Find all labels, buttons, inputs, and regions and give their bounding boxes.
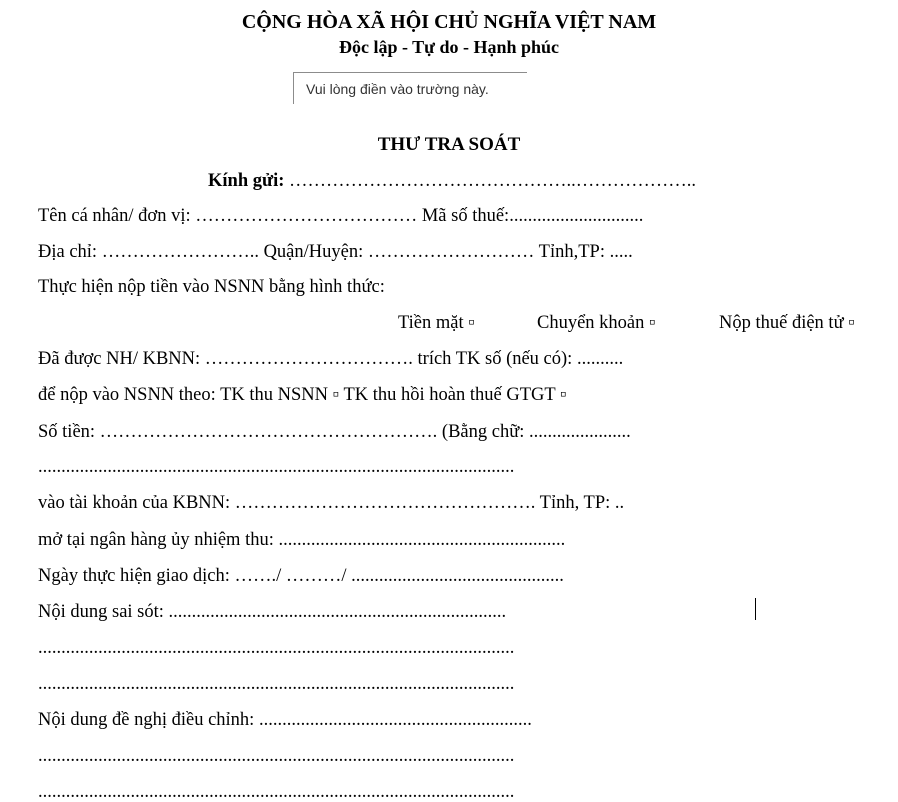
account-type-line[interactable]: để nộp vào NSNN theo: TK thu NSNN ▫ TK thu hồi hoàn thuế GTGT ▫ (38, 385, 567, 405)
payment-method-label: Thực hiện nộp tiền vào NSNN bằng hình thức: (38, 277, 385, 297)
nation-heading: CỘNG HÒA XÃ HỘI CHỦ NGHĨA VIỆT NAM (241, 11, 657, 33)
recipient-line (208, 172, 696, 191)
collecting-bank-line[interactable]: mở tại ngân hàng ủy nhiệm thu: .............................................................. (38, 530, 566, 550)
validation-tooltip: Vui lòng điền vào trường này. (293, 72, 527, 104)
error-content-line-2[interactable]: ....................................................................................................... (38, 638, 515, 658)
cash-checkbox[interactable]: Tiền mặt ▫ (398, 313, 475, 333)
document-title: THƯ TRA SOÁT (377, 134, 521, 155)
kbnn-account-line[interactable]: vào tài khoản của KBNN: …………………………………………. Tỉnh, TP: .. (38, 493, 625, 513)
e-tax-checkbox[interactable]: Nộp thuế điện tử ▫ (719, 313, 855, 333)
motto-heading: Độc lập - Tự do - Hạnh phúc (338, 37, 560, 57)
error-content-line[interactable]: Nội dung sai sót: ......................................................................... (38, 602, 507, 622)
transaction-date-line[interactable]: Ngày thực hiện giao dịch: ……./ ………/ .............................................. (38, 566, 564, 586)
recipient-field[interactable]: ………………………………………..……………….. (284, 171, 697, 191)
bank-line[interactable]: Đã được NH/ KBNN: ……………………………. trích TK số (nếu có): .......... (38, 349, 624, 369)
recipient-label: Kính gửi: (208, 171, 285, 191)
adjustment-request-line-3[interactable]: ....................................................................................................... (38, 782, 515, 802)
address-line[interactable]: Địa chỉ: …………………….. Quận/Huyện: ……………………… Tỉnh,TP: ..... (38, 242, 633, 262)
amount-words-line[interactable]: ....................................................................................................... (38, 457, 515, 477)
name-tax-line[interactable]: Tên cá nhân/ đơn vị: ……………………………… Mã số thuế:............................. (38, 206, 644, 226)
transfer-checkbox[interactable]: Chuyển khoản ▫ (537, 313, 656, 333)
adjustment-request-line-2[interactable]: ....................................................................................................... (38, 746, 515, 766)
adjustment-request-line[interactable]: Nội dung đề nghị điều chỉnh: ........................................................... (38, 710, 532, 730)
text-cursor (755, 598, 756, 620)
amount-line[interactable]: Số tiền: ………………………………………………. (Bằng chữ: ...................... (38, 422, 631, 442)
error-content-line-3[interactable]: ....................................................................................................... (38, 674, 515, 694)
